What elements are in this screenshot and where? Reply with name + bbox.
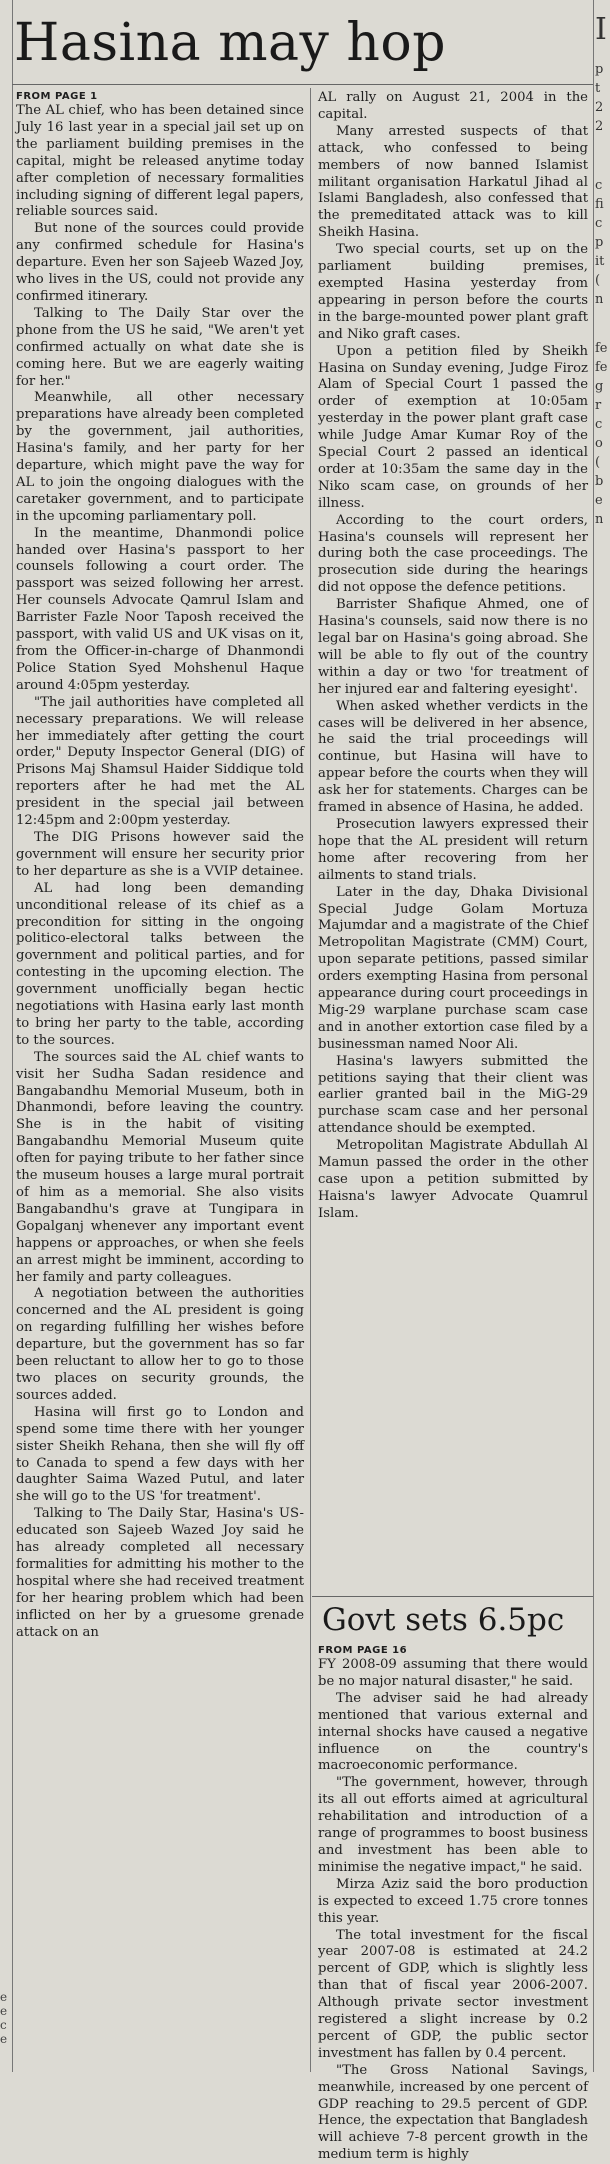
story1-column-1 <box>16 90 304 2072</box>
edge-letter: e <box>0 2004 8 2018</box>
paragraph: The adviser said he had already mentioned that various external and internal shocks have caused a negative influence on the country's macroeconomic performance. <box>318 1690 588 1774</box>
left-column-fragment <box>0 1990 10 2046</box>
paragraph: When asked whether verdicts in the cases will be delivered in her absence, he said the trial proceedings will continue, but Hasina will have to appear before the courts when they will ask her for statements. Charges can be framed in absence of Hasina, he added. <box>318 698 588 816</box>
edge-letter: 2 <box>595 100 604 115</box>
paragraph: Later in the day, Dhaka Divisional Special Judge Golam Mortuza Majumdar and a magistrate of the Chief Metropolitan Magistrate (CMM) Court, upon separate petitions, passed similar orders exempting Hasina from personal appearance during court proceedings in Mig-29 warplane purchase scam case and in another extortion case filed by a businessman named Noor Ali. <box>318 884 588 1052</box>
paragraph: Meanwhile, all other necessary preparations have already been completed by the government, jail authorities, Hasina's family, and her party for her departure, which might pave the way for AL to join the ongoing dialogues with the caretaker government, and to participate in the upcoming parliamentary poll. <box>16 390 304 524</box>
paragraph: Hasina's lawyers submitted the petitions saying that their client was earlier granted bail in the MiG-29 purchase scam case and her personal attendance should be exempted. <box>318 1053 588 1137</box>
story2-column <box>318 1644 588 2163</box>
paragraph: According to the court orders, Hasina's counsels will represent her during both the case proceedings. The prosecution side during the hearings did not oppose the defence petitions. <box>318 512 588 596</box>
edge-letter: c <box>595 216 603 231</box>
headline: Hasina may hop <box>14 13 446 73</box>
edge-letter: e <box>595 493 603 508</box>
edge-letter: c <box>0 2018 7 2032</box>
paragraph: In the meantime, Dhanmondi police handed over Hasina's passport to her counsels following a court order. The passport was seized following her arrest. Her counsels Advocate Qamrul Islam and Barrister Fazle Noor Taposh received the passport, with valid US and UK visas on it, from the Officer-in-charge of Dhanmondi Police Station Syed Mohshenul Haque around 4:05pm yesterday. <box>16 525 304 693</box>
edge-letter: g <box>595 379 604 394</box>
paragraph: AL had long been demanding unconditional release of its chief as a precondition for sitting in the ongoing politico-electoral talks between the government and political parties, and for contesting in the upcoming election. The government unofficially began hectic negotiations with Hasina early last month to bring her party to the table, according to the sources. <box>16 880 304 1048</box>
paragraph: "The Gross National Savings, meanwhile, increased by one percent of GDP reaching to 29.5 percent of GDP. Hence, the expectation that Bangladesh will achieve 7-8 percent growth in the medium term is highly <box>318 2062 588 2163</box>
paragraph: Mirza Aziz said the boro production is expected to exceed 1.75 crore tonnes this year. <box>318 1876 588 1926</box>
edge-letter: n <box>595 292 604 307</box>
column-rule-middle <box>310 88 311 2072</box>
paragraph: The total investment for the fiscal year 2007-08 is estimated at 24.2 percent of GDP, which is slightly less than that of fiscal year 2006-2007. Although private sector investment registered a slight increase by 0.2 percent of GDP, the public sector investment has fallen by 0.4 percent. <box>318 1927 588 2061</box>
edge-letter: fe <box>595 360 608 375</box>
paragraph: Two special courts, set up on the parliament building premises, exempted Hasina yesterday from appearing in person before the courts in the barge-mounted power plant graft and Niko graft cases. <box>318 242 588 342</box>
paragraph: Many arrested suspects of that attack, who confessed to being members of now banned Islamist militant organisation Harkatul Jihad al Islami Bangladesh, also confessed that the premeditated attack was to kill Sheikh Hasina. <box>318 123 588 241</box>
edge-letter: e <box>0 1990 8 2004</box>
edge-letter: fe <box>595 341 608 356</box>
edge-letter: c <box>595 417 603 432</box>
edge-letter: I <box>595 12 607 47</box>
headline-rule <box>12 84 593 85</box>
paragraph: The DIG Prisons however said the government will ensure her security prior to her departure as she is a VVIP detainee. <box>16 829 304 879</box>
subheadline: Govt sets 6.5pc <box>322 1602 565 1638</box>
edge-letter: r <box>595 398 602 413</box>
edge-letter: e <box>0 2032 8 2046</box>
edge-letter: p <box>595 62 604 77</box>
edge-letter: t <box>595 81 601 96</box>
edge-letter: 2 <box>595 119 604 134</box>
paragraph: Talking to The Daily Star, Hasina's US-educated son Sajeeb Wazed Joy said he has already completed all necessary formalities for admitting his mother to the hospital where she had received treatment for her hearing problem which had been inflicted on her by a gruesome grenade attack on an <box>16 1506 304 1640</box>
paragraph: A negotiation between the authorities concerned and the AL president is going on regarding fulfilling her wishes before departure, but the government has so far been reluctant to allow her to go to those two places on security grounds, the sources added. <box>16 1286 304 1403</box>
paragraph: "The government, however, through its all out efforts aimed at agricultural rehabilitation and introduction of a range of programmes to boost business and investment has been able to minimise the negative impact," he said. <box>318 1775 588 1875</box>
edge-letter: ( <box>595 273 601 288</box>
edge-letter: p <box>595 235 604 250</box>
paragraph: Metropolitan Magistrate Abdullah Al Mamun passed the order in the other case upon a petition submitted by Haisna's lawyer Advocate Quamrul Islam. <box>318 1138 588 1221</box>
adjacent-column-fragment <box>595 0 610 2072</box>
story1-kicker: FROM PAGE 1 <box>16 91 98 102</box>
column-rule-left <box>12 0 13 2072</box>
story2-kicker: FROM PAGE 16 <box>318 1645 408 1656</box>
column-rule-right <box>593 0 594 2072</box>
edge-letter: o <box>595 436 603 451</box>
paragraph: Barrister Shafique Ahmed, one of Hasina's counsels, said now there is no legal bar on Hasina's going abroad. She will be able to fly out of the country within a day or two 'for treatment of her injured ear and faltering eyesight'. <box>318 597 588 697</box>
paragraph: But none of the sources could provide any confirmed schedule for Hasina's departure. Even her son Sajeeb Wazed Joy, who lives in the US, could not provide any confirmed itinerary. <box>16 221 304 304</box>
paragraph: Prosecution lawyers expressed their hope that the AL president will return home after recovering from her ailments to stand trials. <box>318 816 588 883</box>
story1-column-2 <box>318 90 588 1590</box>
story-divider-rule <box>312 1596 593 1597</box>
edge-letter: ( <box>595 455 601 470</box>
paragraph: Talking to The Daily Star over the phone from the US he said, "We aren't yet confirmed actually on what date she is coming here. But we are eagerly waiting for her." <box>16 305 304 389</box>
paragraph: Hasina will first go to London and spend some time there with her younger sister Sheikh Rehana, then she will fly off to Canada to spend a few days with her daughter Saima Wazed Putul, and later she will go to the US 'for treatment'. <box>16 1404 304 1505</box>
edge-letter: c <box>595 178 603 193</box>
edge-letter: it <box>595 254 605 269</box>
paragraph: Upon a petition filed by Sheikh Hasina on Sunday evening, Judge Firoz Alam of Special Court 1 passed the order of exemption at 10:05am yesterday in the power plant graft case while Judge Amar Kumar Roy of the Special Court 2 passed an identical order at 10:35am the same day in the Niko scam case, on grounds of her illness. <box>318 343 588 511</box>
edge-letter: b <box>595 474 604 489</box>
paragraph: "The jail authorities have completed all necessary preparations. We will release her immediately after getting the court order," Deputy Inspector General (DIG) of Prisons Maj Shamsul Haider Siddique told reporters after he had met the AL president in the special jail between 12:45pm and 2:00pm yesterday. <box>16 694 304 829</box>
paragraph: The AL chief, who has been detained since July 16 last year in a special jail set up on the parliament building premises in the capital, might be released anytime today after completion of necessary formalities including signing of different legal papers, reliable sources said. <box>16 103 304 220</box>
paragraph: The sources said the AL chief wants to visit her Sudha Sadan residence and Bangabandhu Memorial Museum, both in Dhanmondi, before leaving the country. She is in the habit of visiting Bangabandhu Memorial Museum quite often for paying tribute to her father since the museum houses a large mural portrait of him as a memorial. She also visits Bangabandhu's grave at Tungipara in Gopalganj whenever any important event happens or approaches, or when she feels an arrest might be imminent, according to her family and party colleagues. <box>16 1049 304 1285</box>
edge-letter: n <box>595 512 604 527</box>
paragraph: FY 2008-09 assuming that there would be no major natural disaster," he said. <box>318 1657 588 1689</box>
paragraph: AL rally on August 21, 2004 in the capital. <box>318 90 588 122</box>
edge-letter: fi <box>595 197 604 212</box>
